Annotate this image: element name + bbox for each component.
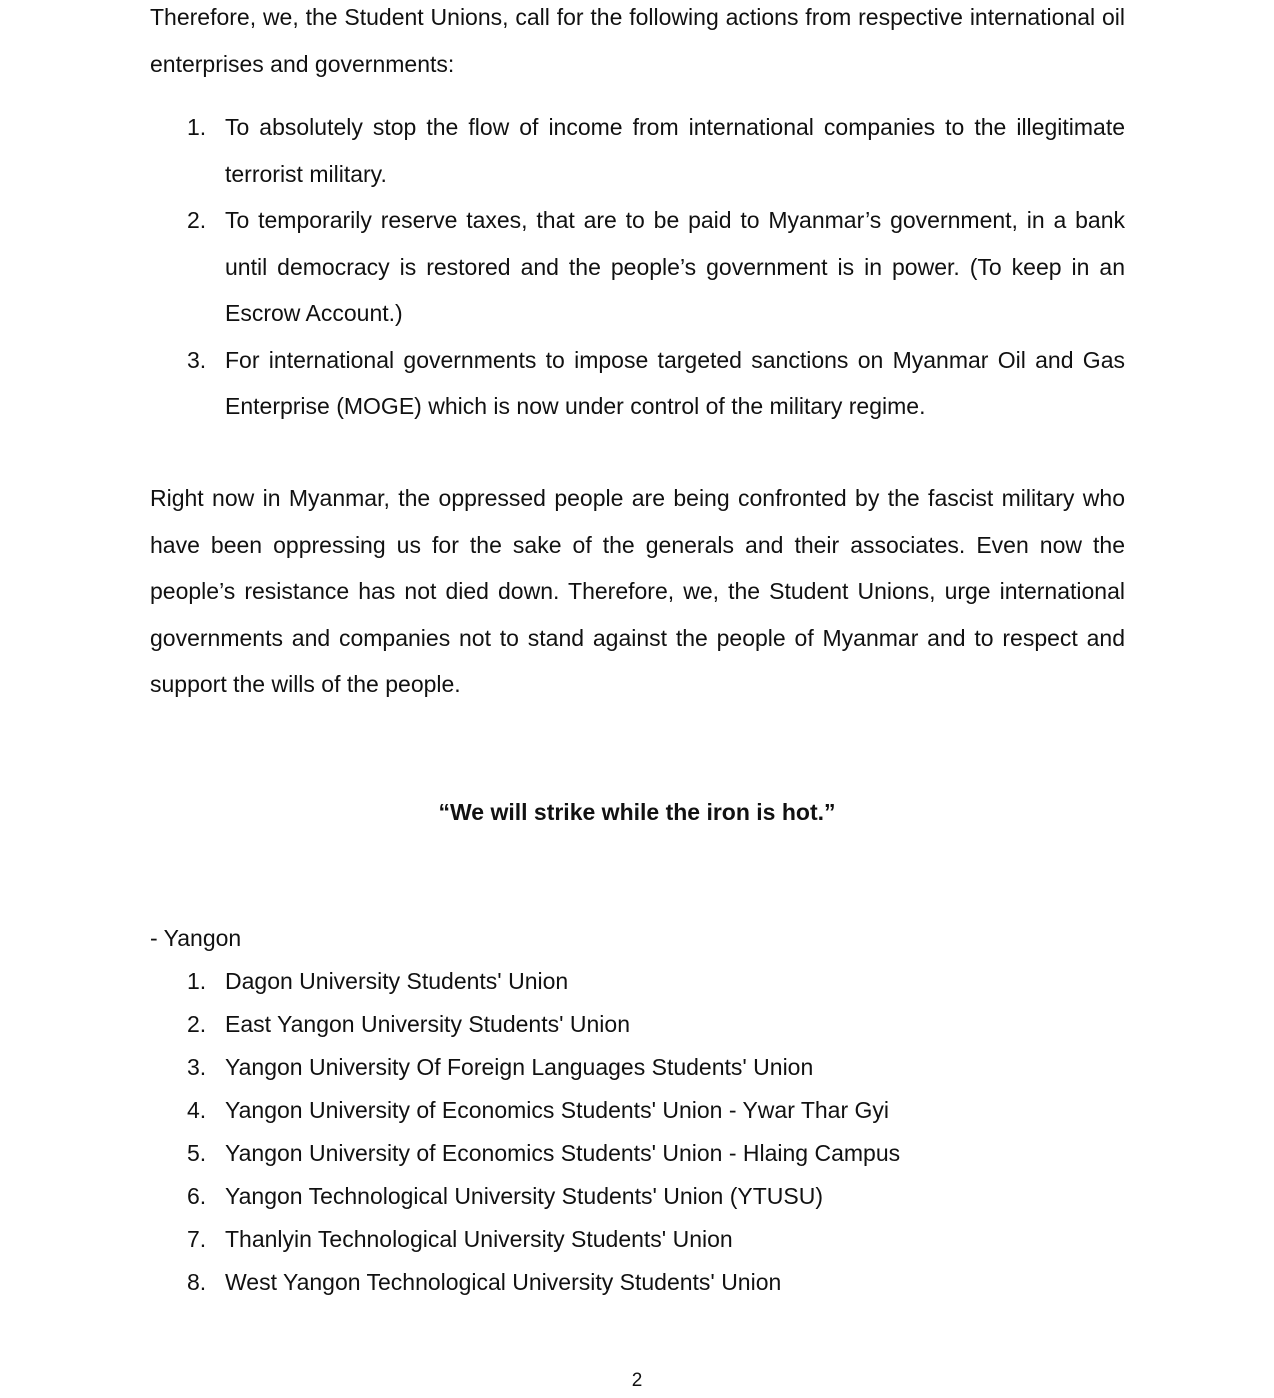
union-name: Yangon University Of Foreign Languages Students' Union — [225, 1054, 814, 1080]
page-number: 2 — [631, 1370, 643, 1391]
union-name: Dagon University Students' Union — [225, 968, 569, 994]
union-item — [150, 1003, 1125, 1046]
union-item — [150, 1218, 1125, 1261]
union-number: 6. — [187, 1183, 207, 1209]
demand-item — [150, 104, 1125, 197]
union-item — [150, 1175, 1125, 1218]
union-item — [150, 1261, 1125, 1304]
unions-list — [150, 960, 1125, 1304]
region-label: - Yangon — [150, 925, 242, 951]
union-number: 1. — [187, 968, 207, 994]
demand-text: To temporarily reserve taxes, that are to be paid to Myanmar’s government, in a bank until democracy is restored and the people’s government is in power. (To keep in an Escrow Account.) — [225, 207, 1125, 326]
demands-list — [150, 104, 1125, 430]
demand-number: 3. — [187, 346, 207, 373]
union-number: 4. — [187, 1097, 207, 1123]
union-name: Yangon Technological University Students' Union (YTUSU) — [225, 1183, 823, 1209]
demand-item — [150, 337, 1125, 430]
union-item — [150, 1132, 1125, 1175]
union-number: 2. — [187, 1011, 207, 1037]
union-name: Yangon University of Economics Students' Union - Ywar Thar Gyi — [225, 1097, 890, 1123]
demand-number: 1. — [187, 114, 207, 140]
demand-text: For international governments to impose targeted sanctions on Myanmar Oil and Gas Enterprise (MOGE) which is now under control of the military regime. — [225, 346, 1125, 419]
union-number: 7. — [187, 1226, 207, 1252]
slogan: “We will strike while the iron is hot.” — [438, 799, 836, 825]
closing-paragraph: Right now in Myanmar, the oppressed people are being confronted by the fascist military who have been oppressing us for the sake of the generals and their associates. Even now the people’s resistance has not died down. Therefore, we, the Student Unions, urge international governments and companies not to stand against the people of Myanmar and to respect and support the wills of the people. — [150, 485, 1125, 697]
union-name: West Yangon Technological University Students' Union — [225, 1269, 782, 1295]
demand-number: 2. — [187, 207, 207, 233]
union-name: East Yangon University Students' Union — [225, 1011, 630, 1037]
union-number: 3. — [187, 1054, 207, 1080]
union-number: 5. — [187, 1140, 207, 1166]
demand-text: To absolutely stop the flow of income from international companies to the illegitimate terrorist military. — [225, 114, 1125, 187]
demand-item — [150, 197, 1125, 337]
intro-paragraph: Therefore, we, the Student Unions, call for the following actions from respective international oil enterprises and governments: — [150, 4, 1125, 77]
union-name: Yangon University of Economics Students' Union - Hlaing Campus — [225, 1140, 901, 1166]
union-item — [150, 960, 1125, 1003]
union-number: 8. — [187, 1269, 207, 1295]
union-item — [150, 1089, 1125, 1132]
union-name: Thanlyin Technological University Students' Union — [225, 1226, 733, 1252]
union-item — [150, 1046, 1125, 1089]
